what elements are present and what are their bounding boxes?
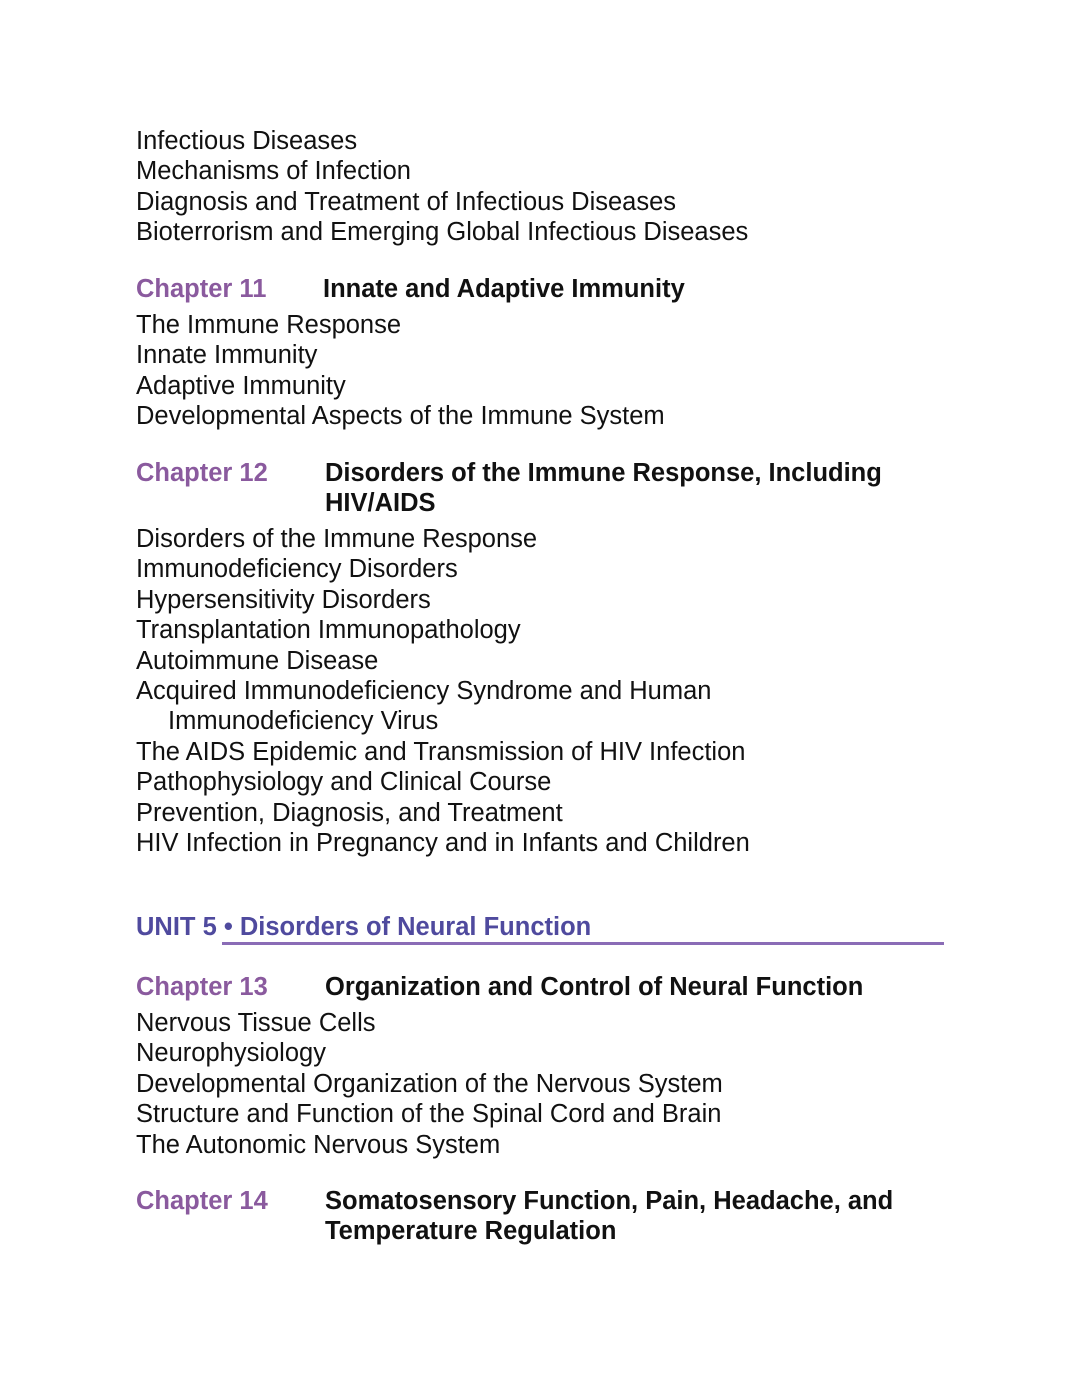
list-item: The Immune Response [136, 311, 402, 339]
chapter-14-heading [136, 1186, 936, 1248]
list-item: Autoimmune Disease [136, 646, 379, 675]
list-item: HIV Infection in Pregnancy and in Infants and Children [136, 829, 750, 858]
chapter-14-label: Chapter 14 [136, 1187, 268, 1215]
list-item: The AIDS Epidemic and Transmission of HIV Infection [136, 737, 746, 766]
list-item: Transplantation Immunopathology [136, 616, 521, 645]
list-item: Diagnosis and Treatment of Infectious Diseases [136, 187, 677, 216]
chapter-12-title: Disorders of the Immune Response, Including HIV/AIDS [325, 459, 882, 518]
list-item: Pathophysiology and Clinical Course [136, 768, 552, 797]
list-item: Disorders of the Immune Response [136, 525, 538, 553]
list-item-continuation: Immunodeficiency Virus [168, 707, 439, 736]
chapter-14-title: Somatosensory Function, Pain, Headache, and Temperature Regulation [325, 1187, 894, 1246]
list-item: Developmental Aspects of the Immune System [136, 402, 665, 431]
chapter-11-title: Innate and Adaptive Immunity [323, 275, 685, 303]
topic-list-chapter-13 [136, 1008, 723, 1160]
topic-list-infectious [136, 126, 748, 248]
chapter-11-heading [136, 274, 936, 306]
list-item: Structure and Function of the Spinal Cord and Brain [136, 1100, 722, 1129]
list-item: Neurophysiology [136, 1039, 326, 1068]
unit-heading-rule [222, 942, 944, 945]
chapter-11-label: Chapter 11 [136, 275, 267, 303]
list-item: Hypersensitivity Disorders [136, 585, 431, 614]
list-item-line: Acquired Immunodeficiency Syndrome and Human [136, 677, 712, 706]
list-item: Innate Immunity [136, 341, 318, 370]
topic-list-chapter-12 [136, 524, 750, 858]
list-item: Prevention, Diagnosis, and Treatment [136, 798, 563, 827]
topic-list-chapter-11 [136, 310, 665, 432]
chapter-13-heading [136, 972, 936, 1004]
chapter-13-label: Chapter 13 [136, 973, 268, 1001]
unit-5-heading: UNIT 5 • Disorders of Neural Function [136, 913, 592, 941]
list-item: Adaptive Immunity [136, 371, 346, 400]
chapter-12-label: Chapter 12 [136, 459, 268, 487]
list-item: Developmental Organization of the Nervous System [136, 1069, 723, 1098]
list-item: The Autonomic Nervous System [136, 1130, 501, 1159]
list-item: Infectious Diseases [136, 127, 358, 155]
list-item: Mechanisms of Infection [136, 157, 411, 186]
list-item [136, 676, 750, 737]
chapter-12-heading [136, 458, 936, 520]
chapter-13-title: Organization and Control of Neural Function [325, 973, 864, 1001]
list-item: Bioterrorism and Emerging Global Infectious Diseases [136, 218, 749, 247]
list-item: Nervous Tissue Cells [136, 1009, 376, 1037]
list-item: Immunodeficiency Disorders [136, 555, 458, 584]
